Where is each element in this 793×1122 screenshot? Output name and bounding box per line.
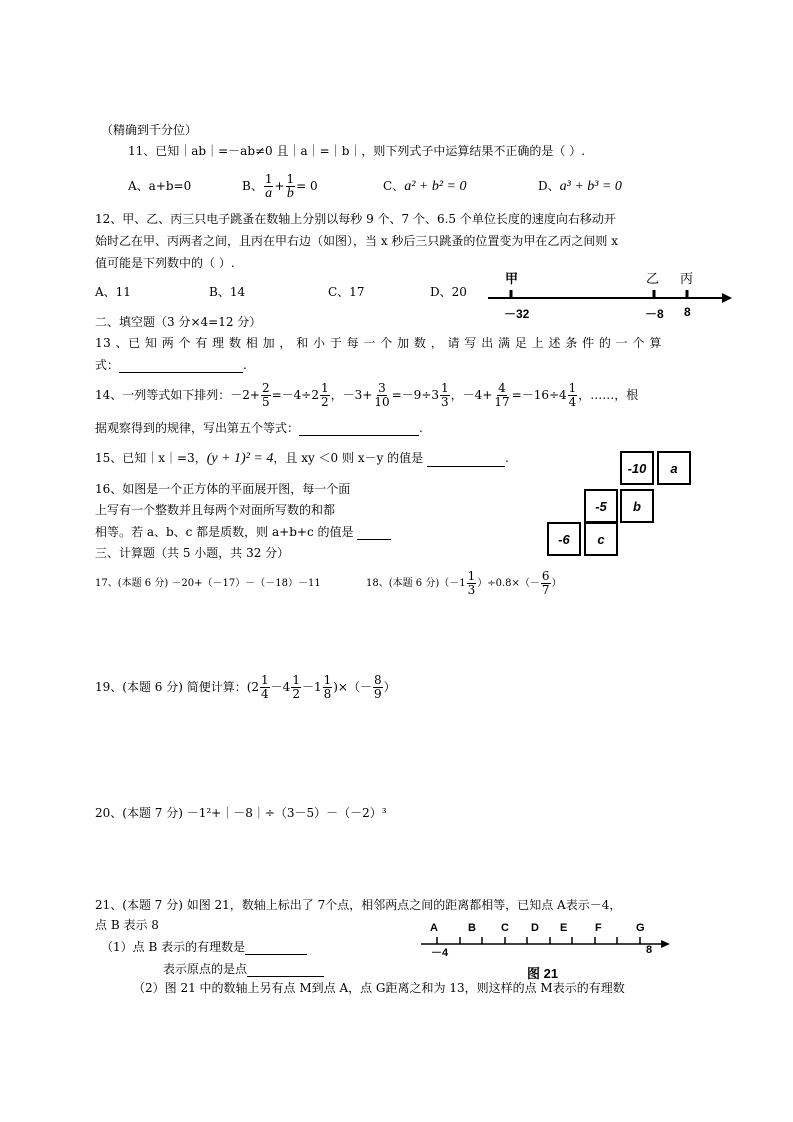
label-bing: 丙 (680, 272, 694, 287)
cube-face: -5 (584, 489, 618, 523)
q16-line-2: 上写有一个整数并且每两个对面所写数的和都 (95, 503, 336, 517)
cube-face: -10 (620, 451, 654, 485)
axis-arrow (722, 293, 732, 303)
q19: 19、(本题 6 分) 简便计算：(2 $\frac{1}{4}$ －4 $\frac{1}{2}$ －1 $\frac{1}{8}$ )×（－ $\frac{8}{9}$ ） (95, 673, 396, 701)
label-jia: 甲 (505, 272, 519, 287)
value-bing: 8 (684, 305, 691, 319)
q12-option-a: A、11 (95, 285, 131, 299)
figure21-caption: 图 21 (527, 966, 559, 981)
q13-line-1: 13 、已 知 两 个 有 理 数 相 加 ， 和 小 于 每 一 个 加 数 ， 请 写 出 满 足 上 述 条 件 的 一 个 算 (95, 336, 662, 350)
q21-line-1: 21、(本题 7 分) 如图 21，数轴上标出了 7个点，相邻两点之间的距离都相等，已知点 A表示－4， (95, 898, 622, 912)
q12-option-c: C、17 (328, 285, 365, 299)
label-yi: 乙 (646, 272, 660, 287)
point-label: G (636, 922, 645, 934)
q14-line-2: 据观察得到的规律，写出第五个等式： . (95, 421, 423, 435)
q12-line-3: 值可能是下列数中的（ ）. (95, 256, 235, 270)
q12-option-b: B、14 (209, 285, 246, 299)
point-label: C (501, 922, 509, 934)
value-a: －4 (431, 947, 449, 959)
q12-line-2: 始时乙在甲、丙两者之间，且丙在甲右边（如图），当 x 秒后三只跳蚤的位置变为甲在乙丙之间则 x (95, 234, 618, 248)
q11-option-b: B、 $\frac{1}{a}$ + $\frac{1}{b}$ = 0 (242, 172, 318, 201)
q11-option-c: C、a² + b² = 0 (383, 179, 467, 194)
q21-line-2: 点 B 表示 8 (95, 918, 159, 932)
q21-answer-blank-1[interactable] (245, 942, 307, 955)
value-g: 8 (646, 944, 653, 956)
q17: 17、(本题 6 分) －20+（－17）－（－18）－11 (95, 578, 321, 589)
q14-answer-blank[interactable] (299, 423, 419, 436)
value-yi: －8 (645, 307, 664, 321)
q16-answer-blank[interactable] (357, 527, 391, 540)
cube-face: b (620, 489, 654, 523)
q18: 18、(本题 6 分)（－1 $\frac{1}{3}$ ）÷0.8×（－ $\frac{6}{7}$ ） (366, 569, 562, 597)
value-jia: －32 (504, 307, 530, 321)
section-2-title: 二、填空题（3 分×4=12 分） (95, 315, 262, 329)
point-label: E (560, 922, 568, 934)
q16-line-1: 16、如图是一个正方体的平面展开图，每一个面 (95, 482, 351, 496)
q13-answer-blank[interactable] (119, 360, 243, 373)
point-label: D (531, 922, 539, 934)
q11-option-d: D、a³ + b³ = 0 (538, 179, 622, 194)
q12-line-1: 12、甲、乙、丙三只电子跳蚤在数轴上分别以每秒 9 个、7 个、6.5 个单位长度的速度向右移动开 (95, 212, 616, 226)
q13-line-2: 式： . (95, 358, 247, 372)
q16-line-3: 相等。若 a、b、c 都是质数，则 a+b+c 的值是 (95, 524, 391, 540)
q21-part-1b: 表示原点的是点 (163, 961, 324, 977)
q20: 20、(本题 7 分) －1²+｜－8｜÷（3－5）－（－2）³ (95, 806, 387, 820)
q11-stem: 11、已知｜ab｜=－ab≠0 且｜a｜=｜b｜，则下列式子中运算结果不正确的是（ ）. (128, 144, 586, 158)
q15-line: 15、已知｜x｜=3，(y + 1)² = 4，且 xy ＜0 则 x－y 的值是 . (95, 451, 509, 466)
q14-line-1: 14、一列等式如下排列：－2+ $\frac{2}{5}$ =－4÷2 $\frac{1}{2}$ ，－3+ $\frac{3}{10}$ =－9÷3 $\frac{1}{3}$ ，－4+ $\frac{4}{17}$ =－16÷4 $\frac{1}{4}$ ，……，根 (95, 381, 639, 409)
section-3-title: 三、计算题（共 5 小题，共 32 分） (95, 546, 290, 560)
point-label: A (430, 922, 438, 934)
cube-face: a (657, 451, 691, 485)
cube-face: c (584, 522, 618, 556)
cube-face: -6 (547, 522, 581, 556)
point-label: B (468, 922, 476, 934)
q12-option-d: D、20 (430, 285, 467, 299)
q21-part-1: （1）点 B 表示的有理数是 (101, 939, 307, 955)
point-label: F (595, 922, 602, 934)
axis-arrow (661, 940, 670, 948)
q11-option-a: A、a+b=0 (128, 179, 192, 193)
precision-note: （精确到千分位） (101, 123, 198, 137)
q21-part-2: （2）图 21 中的数轴上另有点 M到点 A，点 G距离之和为 13，则这样的点 M表示的有理数 (133, 981, 625, 995)
q15-answer-blank[interactable] (427, 454, 505, 467)
q21-answer-blank-2[interactable] (247, 964, 324, 977)
